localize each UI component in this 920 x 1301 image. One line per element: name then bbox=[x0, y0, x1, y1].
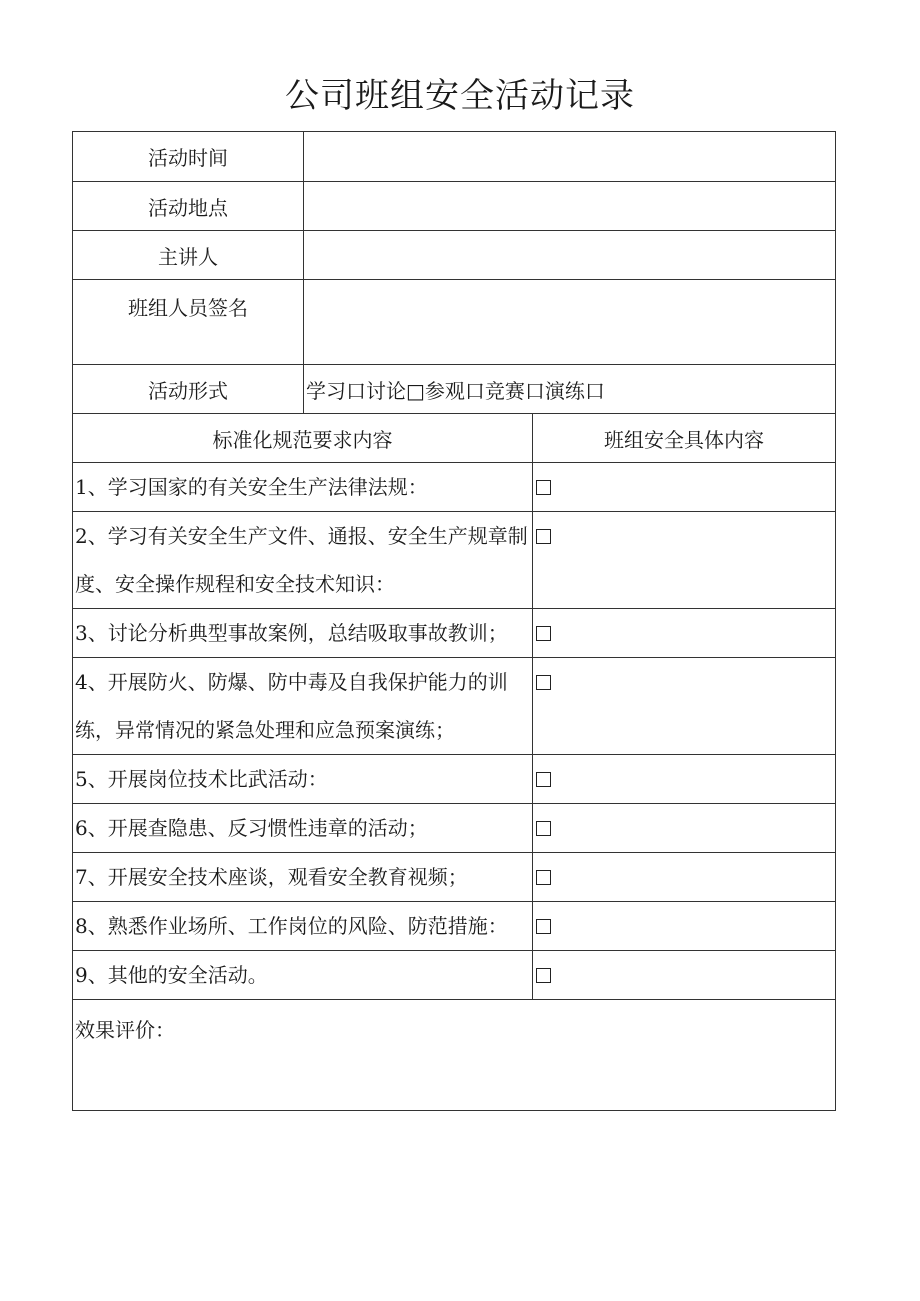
empty-checkbox-icon[interactable] bbox=[536, 968, 551, 983]
activity-place-field[interactable] bbox=[304, 182, 836, 231]
evaluation-label: 效果评价： bbox=[75, 1018, 175, 1042]
table-row bbox=[73, 512, 836, 609]
row-activity-form bbox=[73, 365, 836, 414]
table-row bbox=[73, 609, 836, 658]
table-row bbox=[73, 463, 836, 512]
activity-form-label: 活动形式 bbox=[73, 365, 304, 414]
row-evaluation bbox=[73, 1000, 836, 1111]
empty-checkbox-icon[interactable] bbox=[536, 870, 551, 885]
page-title: 公司班组安全活动记录 bbox=[285, 76, 635, 116]
table-row bbox=[73, 658, 836, 755]
table-row bbox=[73, 804, 836, 853]
requirement-item: 8、熟悉作业场所、工作岗位的风险、防范措施： bbox=[73, 902, 533, 951]
row-speaker bbox=[73, 231, 836, 280]
row-activity-time bbox=[73, 132, 836, 182]
row-signatures bbox=[73, 280, 836, 365]
activity-time-field[interactable] bbox=[304, 132, 836, 182]
empty-checkbox-icon[interactable] bbox=[536, 626, 551, 641]
team-content-header: 班组安全具体内容 bbox=[533, 414, 836, 463]
empty-checkbox-icon[interactable] bbox=[536, 772, 551, 787]
speaker-label: 主讲人 bbox=[73, 231, 304, 280]
standard-requirements-header: 标准化规范要求内容 bbox=[73, 414, 533, 463]
requirement-item: 9、其他的安全活动。 bbox=[73, 951, 533, 1000]
activity-place-label: 活动地点 bbox=[73, 182, 304, 231]
empty-checkbox-icon[interactable] bbox=[536, 529, 551, 544]
requirement-item: 2、学习有关安全生产文件、通报、安全生产规章制度、安全操作规程和安全技术知识： bbox=[73, 512, 533, 609]
requirement-item: 6、开展查隐患、反习惯性违章的活动； bbox=[73, 804, 533, 853]
empty-checkbox-icon[interactable] bbox=[536, 675, 551, 690]
empty-checkbox-icon[interactable] bbox=[536, 480, 551, 495]
row-activity-place bbox=[73, 182, 836, 231]
empty-checkbox-icon[interactable] bbox=[536, 919, 551, 934]
signature-field[interactable] bbox=[304, 280, 836, 365]
requirement-item: 1、学习国家的有关安全生产法律法规： bbox=[73, 463, 533, 512]
table-row bbox=[73, 755, 836, 804]
signature-label: 班组人员签名 bbox=[73, 280, 304, 365]
requirement-item: 3、讨论分析典型事故案例，总结吸取事故教训； bbox=[73, 609, 533, 658]
evaluation-field[interactable] bbox=[73, 1000, 836, 1111]
activity-record-table bbox=[72, 131, 836, 1111]
requirement-item: 4、开展防火、防爆、防中毒及自我保护能力的训练，异常情况的紧急处理和应急预案演练； bbox=[73, 658, 533, 755]
activity-time-label: 活动时间 bbox=[73, 132, 304, 182]
requirement-item: 5、开展岗位技术比武活动： bbox=[73, 755, 533, 804]
requirement-item: 7、开展安全技术座谈，观看安全教育视频； bbox=[73, 853, 533, 902]
empty-checkbox-icon[interactable] bbox=[536, 821, 551, 836]
row-headers bbox=[73, 414, 836, 463]
table-row bbox=[73, 853, 836, 902]
table-row bbox=[73, 951, 836, 1000]
activity-form-options[interactable]: 学习口讨论□参观口竞赛口演练口 bbox=[304, 365, 836, 414]
speaker-field[interactable] bbox=[304, 231, 836, 280]
table-row bbox=[73, 902, 836, 951]
